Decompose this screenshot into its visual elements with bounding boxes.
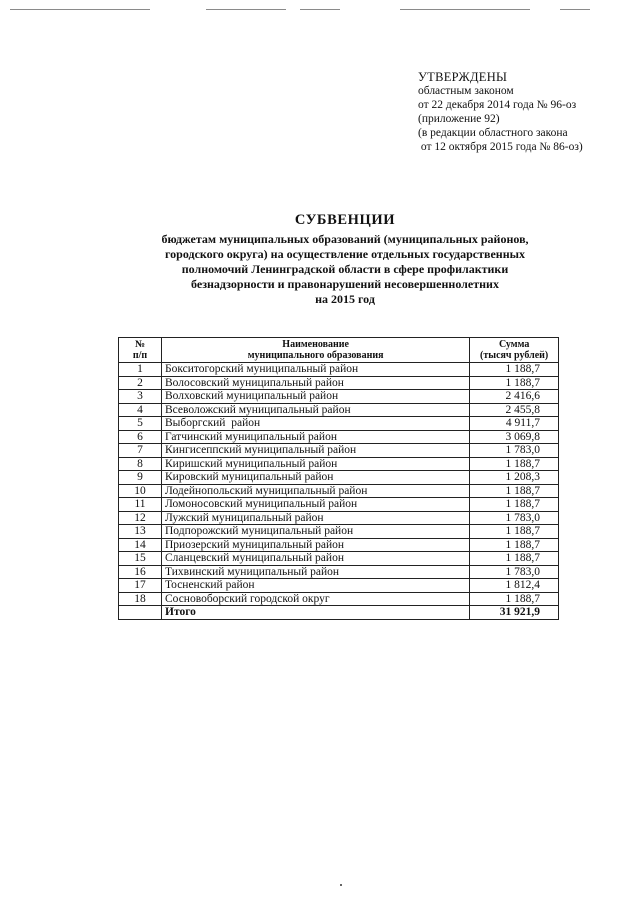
row-sum: 1 208,3 [470,471,559,485]
scan-artifact-line [206,9,286,10]
table-row [119,430,559,444]
table-row [119,484,559,498]
document-heading [100,212,590,307]
approval-line: (в редакции областного закона [418,127,568,139]
row-sum: 1 783,0 [470,565,559,579]
table-row [119,417,559,431]
row-num: 18 [119,592,162,606]
row-name: Кингисеппский муниципальный район [162,444,470,458]
row-sum: 1 188,7 [470,363,559,377]
row-sum: 2 455,8 [470,403,559,417]
row-num: 7 [119,444,162,458]
row-name: Волховский муниципальный район [162,390,470,404]
header-num-line: № [134,339,146,350]
header-name [162,338,470,363]
approval-line: от 12 октября 2015 года № 86-оз) [418,141,583,153]
scan-artifact-line [400,9,530,10]
table-row [119,592,559,606]
row-sum: 4 911,7 [470,417,559,431]
table-row [119,565,559,579]
table-row [119,390,559,404]
row-name: Приозерский муниципальный район [162,538,470,552]
row-name: Выборгский район [162,417,470,431]
document-title: СУБВЕНЦИИ [294,212,396,228]
header-num-line: п/п [132,350,148,361]
table-row [119,498,559,512]
row-name: Сланцевский муниципальный район [162,552,470,566]
row-name: Кировский муниципальный район [162,471,470,485]
row-name: Сосновоборский городской округ [162,592,470,606]
header-name-line: муниципального образования [247,350,384,361]
row-name: Киришский муниципальный район [162,457,470,471]
heading-line: на 2015 год [315,292,375,306]
row-sum: 1 188,7 [470,552,559,566]
row-sum: 1 783,0 [470,511,559,525]
row-num: 2 [119,376,162,390]
header-sum-line: (тысяч рублей) [480,350,549,361]
table-row [119,579,559,593]
approval-line: (приложение 92) [418,113,500,125]
total-num [119,606,162,620]
row-sum: 1 188,7 [470,376,559,390]
approval-line: от 22 декабря 2014 года № 96-оз [418,99,577,111]
row-num: 17 [119,579,162,593]
row-name: Бокситогорский муниципальный район [162,363,470,377]
row-sum: 1 188,7 [470,592,559,606]
row-name: Всеволожский муниципальный район [162,403,470,417]
approval-block [418,70,628,154]
header-num [119,338,162,363]
row-num: 8 [119,457,162,471]
heading-line: городского округа) на осуществление отдельных государственных [165,247,525,261]
header-sum [470,338,559,363]
table-row [119,525,559,539]
table-row [119,376,559,390]
row-num: 10 [119,484,162,498]
row-num: 15 [119,552,162,566]
row-sum: 1 812,4 [470,579,559,593]
header-name-line: Наименование [282,339,349,350]
scan-speck [340,884,342,886]
row-name: Подпорожский муниципальный район [162,525,470,539]
row-name: Волосовский муниципальный район [162,376,470,390]
table-body [119,363,559,620]
subvention-table [118,337,559,620]
row-num: 13 [119,525,162,539]
row-num: 6 [119,430,162,444]
row-num: 3 [119,390,162,404]
approval-title: УТВЕРЖДЕНЫ [418,70,508,84]
table-total-row [119,606,559,620]
row-num: 5 [119,417,162,431]
row-num: 4 [119,403,162,417]
row-sum: 1 188,7 [470,457,559,471]
table-row [119,403,559,417]
row-num: 12 [119,511,162,525]
row-sum: 1 188,7 [470,498,559,512]
row-sum: 1 188,7 [470,538,559,552]
table-row [119,471,559,485]
total-label: Итого [162,606,470,620]
row-num: 11 [119,498,162,512]
scan-artifact-line [300,9,340,10]
row-sum: 3 069,8 [470,430,559,444]
table-row [119,363,559,377]
heading-line: безнадзорности и правонарушений несовершеннолетних [191,277,499,291]
row-sum: 1 783,0 [470,444,559,458]
row-name: Тихвинский муниципальный район [162,565,470,579]
row-sum: 1 188,7 [470,484,559,498]
row-num: 14 [119,538,162,552]
row-sum: 2 416,6 [470,390,559,404]
total-sum: 31 921,9 [470,606,559,620]
row-num: 16 [119,565,162,579]
approval-line: областным законом [418,85,514,97]
scan-artifact-line [560,9,590,10]
heading-line: полномочий Ленинградской области в сфере профилактики [181,262,509,276]
table-header-row [119,338,559,363]
row-sum: 1 188,7 [470,525,559,539]
row-name: Лужский муниципальный район [162,511,470,525]
table-row [119,552,559,566]
row-name: Гатчинский муниципальный район [162,430,470,444]
table-row [119,511,559,525]
scan-artifact-line [10,9,150,10]
table-row [119,444,559,458]
table-row [119,538,559,552]
header-sum-line: Сумма [498,339,530,350]
row-num: 1 [119,363,162,377]
row-num: 9 [119,471,162,485]
row-name: Тосненский район [162,579,470,593]
table-row [119,457,559,471]
row-name: Лодейнопольский муниципальный район [162,484,470,498]
row-name: Ломоносовский муниципальный район [162,498,470,512]
heading-line: бюджетам муниципальных образований (муниципальных районов, [161,232,529,246]
